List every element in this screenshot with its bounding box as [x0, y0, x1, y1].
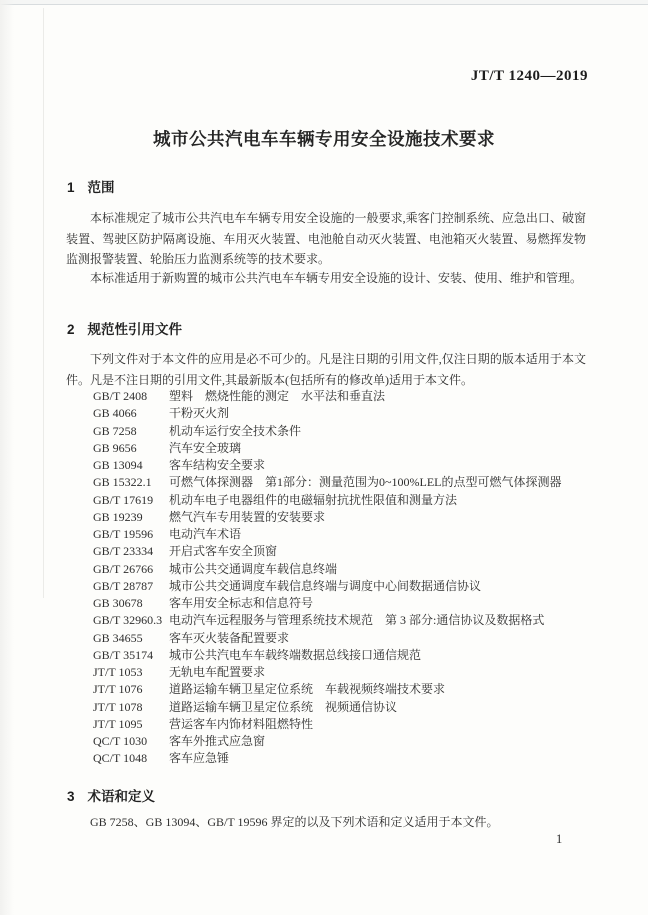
section-2-number: 2 [67, 322, 75, 337]
reference-code: GB 9656 [93, 440, 137, 455]
reference-row [93, 716, 586, 733]
reference-code: GB/T 32960.3 [93, 613, 163, 628]
reference-row [93, 595, 586, 612]
section-3-number: 3 [67, 789, 75, 804]
section-1-number: 1 [67, 180, 75, 195]
section-3-label: 术语和定义 [87, 789, 156, 804]
reference-code: GB/T 23334 [93, 544, 154, 559]
reference-row [93, 664, 586, 681]
reference-row [93, 699, 586, 716]
reference-title: 客车外推式应急窗 [169, 734, 266, 748]
scope-paragraph-1: 本标准规定了城市公共汽电车车辆专用安全设施的一般要求,乘客门控制系统、应急出口、破窗装置、驾驶区防护隔离设施、车用灭火装置、电池舱自动灭火装置、电池箱灭火装置、易燃挥发物监测报警装置、轮胎压力监测系统等的技术要求。 [66, 211, 586, 266]
terms-paragraph: GB 7258、GB 13094、GB/T 19596 界定的以及下列术语和定义适用于本文件。 [90, 815, 499, 829]
reference-row [93, 526, 586, 543]
reference-code: GB/T 26766 [93, 561, 154, 576]
reference-code: QC/T 1048 [93, 751, 148, 766]
reference-code: GB 13094 [93, 458, 143, 472]
normative-references-intro: 下列文件对于本文件的应用是必不可少的。凡是注日期的引用文件,仅注日期的版本适用于本文件。凡是不注日期的引用文件,其最新版本(包括所有的修改单)适用于本文件。 [66, 352, 586, 387]
document-title: 城市公共汽电车车辆专用安全设施技术要求 [153, 129, 495, 149]
standard-number: JT/T 1240—2019 [470, 68, 588, 84]
reference-row [93, 733, 586, 750]
reference-code: JT/T 1053 [93, 665, 143, 679]
reference-title: 可燃气体探测器 第1部分：测量范围为0~100%LEL的点型可燃气体探测器 [169, 475, 562, 490]
reference-code: GB/T 2408 [93, 389, 148, 403]
reference-code: QC/T 1030 [93, 734, 148, 748]
reference-code: GB/T 19596 [93, 527, 154, 541]
reference-code: GB/T 17619 [93, 492, 154, 507]
reference-title: 城市公共交通调度车载信息终端 [169, 561, 338, 576]
reference-row [93, 457, 586, 474]
reference-title: 干粉灭火剂 [169, 406, 230, 421]
scope-paragraph-2: 本标准适用于新购置的城市公共汽电车车辆专用安全设施的设计、安装、使用、维护和管理。 [90, 271, 583, 285]
reference-title: 城市公共汽电车车载终端数据总线接口通信规范 [169, 647, 422, 662]
reference-row [93, 578, 586, 595]
reference-code: GB 15322.1 [93, 475, 152, 490]
reference-row [93, 612, 586, 629]
reference-title: 机动车电子电器组件的电磁辐射抗扰性限值和测量方法 [169, 492, 458, 507]
reference-title: 营运客车内饰材料阻燃特性 [169, 716, 314, 731]
reference-title: 机动车运行安全技术条件 [169, 423, 302, 438]
section-2-heading [67, 318, 182, 338]
reference-code: GB/T 28787 [93, 578, 154, 593]
reference-row [93, 509, 586, 526]
reference-code: GB 34655 [93, 630, 143, 645]
reference-code: JT/T 1076 [93, 682, 143, 697]
reference-row [93, 681, 586, 698]
scan-fold-line [43, 8, 44, 598]
reference-row [93, 543, 586, 560]
reference-row [93, 423, 586, 440]
scan-top-edge-line [0, 4, 648, 5]
reference-title: 道路运输车辆卫星定位系统 车载视频终端技术要求 [169, 682, 446, 697]
reference-title: 道路运输车辆卫星定位系统 视频通信协议 [169, 699, 398, 714]
reference-title: 客车应急锤 [169, 751, 230, 766]
reference-title: 汽车安全玻璃 [169, 440, 242, 455]
reference-title: 城市公共交通调度车载信息终端与调度中心间数据通信协议 [169, 578, 482, 593]
reference-code: GB 7258 [93, 423, 137, 438]
reference-title: 开启式客车安全顶窗 [169, 544, 278, 559]
reference-row [93, 405, 586, 422]
section-1-label: 范围 [87, 180, 115, 195]
reference-row [93, 440, 586, 457]
reference-row [93, 492, 586, 509]
reference-row [93, 630, 586, 647]
page-number: 1 [556, 832, 563, 846]
reference-code: GB 4066 [93, 406, 137, 421]
reference-code: JT/T 1078 [93, 699, 143, 714]
reference-row [93, 647, 586, 664]
section-3-heading [67, 785, 155, 805]
references-list [93, 388, 586, 768]
reference-title: 电动汽车远程服务与管理系统技术规范 第 3 部分:通信协议及数据格式 [169, 613, 545, 628]
reference-title: 客车用安全标志和信息符号 [169, 596, 314, 610]
reference-title: 无轨电车配置要求 [169, 665, 266, 679]
reference-row [93, 750, 586, 767]
reference-title: 燃气汽车专用装置的安装要求 [169, 509, 326, 524]
reference-code: GB/T 35174 [93, 647, 154, 662]
reference-row [93, 474, 586, 491]
reference-row [93, 388, 586, 405]
section-2-label: 规范性引用文件 [87, 322, 183, 337]
reference-title: 塑料 燃烧性能的测定 水平法和垂直法 [169, 389, 386, 403]
reference-title: 客车灭火装备配置要求 [169, 630, 290, 645]
reference-title: 客车结构安全要求 [169, 458, 266, 472]
reference-code: GB 19239 [93, 509, 143, 524]
reference-code: GB 30678 [93, 596, 143, 610]
reference-title: 电动汽车术语 [169, 527, 242, 541]
reference-code: JT/T 1095 [93, 716, 143, 731]
reference-row [93, 561, 586, 578]
section-1-heading [67, 176, 115, 196]
